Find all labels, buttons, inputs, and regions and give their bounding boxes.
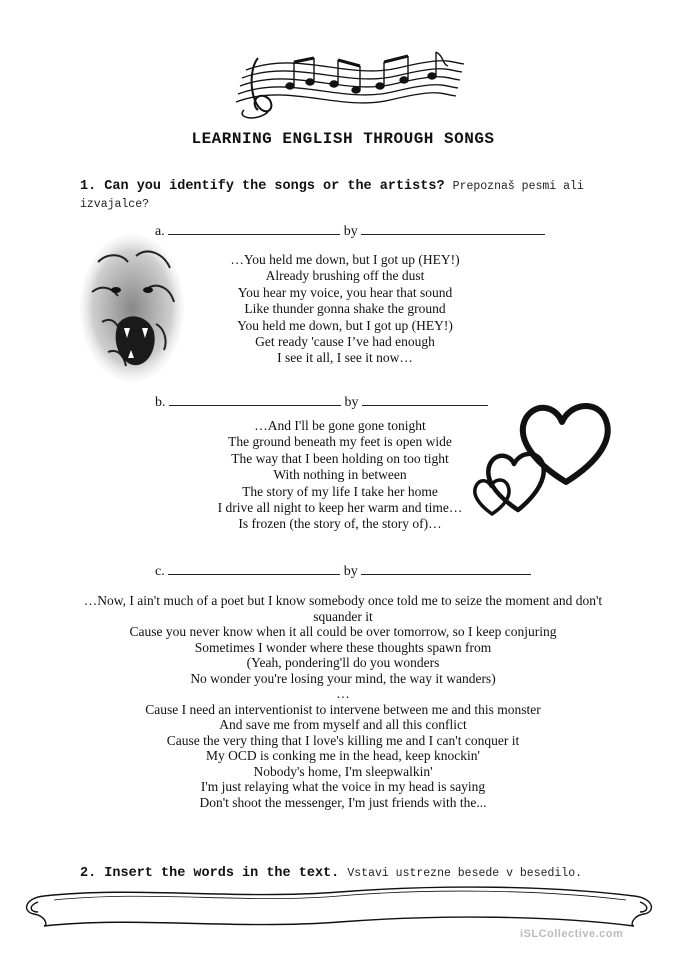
lyric-line: squander it (313, 608, 373, 624)
lyric-line: You hear my voice, you hear that sound (237, 284, 453, 300)
music-staff-icon (228, 40, 468, 122)
lyric-line: Cause I need an interventionist to intervene between me and this monster (145, 701, 541, 717)
lyric-line: The ground beneath my feet is open wide (228, 434, 452, 450)
lyrics-c (70, 593, 616, 810)
tiger-icon (78, 232, 186, 384)
lyric-line: Sometimes I wonder where these thoughts spawn from (194, 639, 492, 655)
lyrics-b (195, 418, 485, 533)
answer-row-b (155, 393, 488, 411)
question-2 (80, 865, 640, 883)
lyric-line: Cause the very thing that I love's killing me and I can't conquer it (166, 732, 520, 748)
lyric-line: Nobody's home, I'm sleepwalkin' (253, 763, 433, 779)
by-label-a: by (343, 224, 358, 239)
answer-label-c: c. (155, 564, 165, 579)
question-2-text: 2. Insert the words in the text. (80, 866, 340, 881)
answer-row-a (155, 222, 545, 240)
lyric-line: …And I'll be gone gone tonight (254, 418, 426, 433)
lyric-line: …Now, I ain't much of a poet but I know somebody once told me to seize the moment and don't (83, 593, 603, 608)
lyric-line: No wonder you're losing your mind, the way it wanders) (190, 670, 496, 686)
hearts-icon (470, 400, 620, 520)
question-1-text: 1. Can you identify the songs or the artists? (80, 179, 445, 194)
lyric-line: The way that I been holding on too tight (231, 450, 449, 466)
lyric-line: … (336, 686, 350, 701)
lyric-line: My OCD is conking me in the head, keep knockin' (206, 748, 480, 763)
answer-label-a: a. (155, 224, 165, 239)
answer-label-b: b. (155, 395, 166, 410)
page-title: LEARNING ENGLISH THROUGH SONGS (191, 130, 495, 148)
lyric-line: Like thunder gonna shake the ground (244, 301, 446, 317)
lyric-line: (Yeah, pondering'll do you wonders (246, 655, 440, 670)
lyric-line: Get ready 'cause I’ve had enough (255, 334, 435, 350)
song-blank-b[interactable] (169, 393, 341, 406)
by-label-b: by (344, 395, 359, 410)
lyric-line: …You held me down, but I got up (HEY!) (230, 252, 460, 267)
lyric-line: I see it all, I see it now… (277, 350, 413, 366)
lyric-line: Is frozen (the story of, the story of)… (238, 516, 442, 532)
song-blank-a[interactable] (168, 222, 340, 235)
by-label-c: by (343, 564, 358, 579)
answer-row-c (155, 562, 531, 580)
watermark: iSLCollective.com (520, 928, 624, 940)
question-1-translation: Prepoznaš pesmi ali izvajalce? (80, 180, 584, 211)
artist-blank-c[interactable] (361, 562, 531, 575)
lyric-line: Cause you never know when it all could be over tomorrow, so I keep conjuring (129, 624, 557, 639)
lyric-line: I'm just relaying what the voice in my head is saying (200, 779, 486, 794)
lyric-line: With nothing in between (273, 467, 407, 483)
lyric-line: You held me down, but I got up (HEY!) (237, 317, 453, 333)
lyric-line: Already brushing off the dust (265, 268, 425, 284)
lyric-line: The story of my life I take her home (242, 483, 438, 499)
question-2-translation: Vstavi ustrezne besede v besedilo. (347, 867, 582, 880)
question-1 (80, 178, 600, 214)
lyrics-a (200, 252, 490, 367)
lyric-line: I drive all night to keep her warm and time… (217, 500, 463, 516)
artist-blank-a[interactable] (361, 222, 545, 235)
lyric-line: Don't shoot the messenger, I'm just friends with the... (199, 794, 487, 810)
song-blank-c[interactable] (168, 562, 340, 575)
lyric-line: And save me from myself and all this conflict (219, 717, 467, 732)
